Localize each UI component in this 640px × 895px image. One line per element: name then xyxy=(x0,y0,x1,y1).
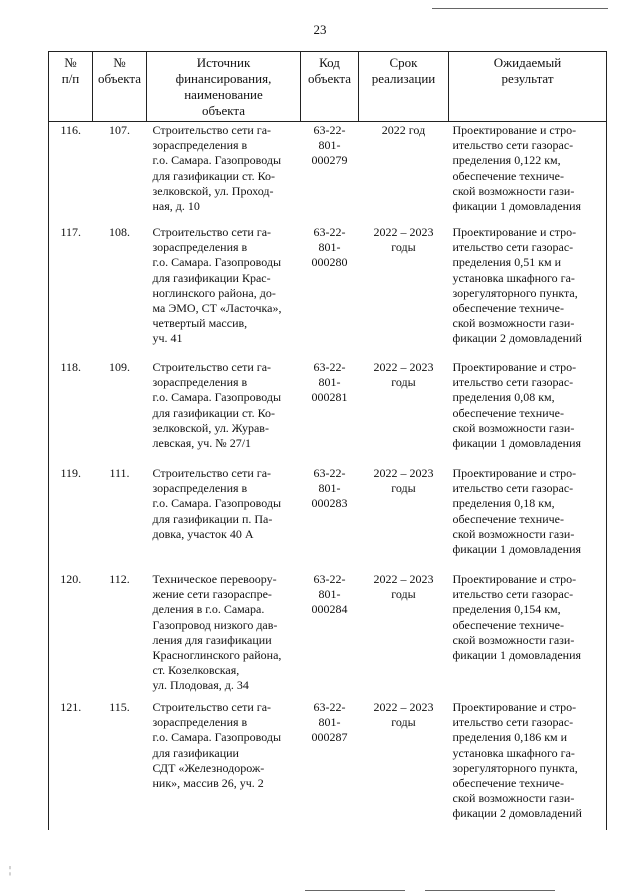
text-line: обеспечение техниче- xyxy=(452,511,564,526)
text-line: пределения 0,08 км, xyxy=(452,390,555,405)
text-line: для газификации ст. Ко- xyxy=(152,168,276,183)
text-line: уч. 41 xyxy=(152,331,183,346)
text-line: Строительство сети га- xyxy=(152,466,272,480)
text-line: зорегуляторного пункта, xyxy=(452,285,578,300)
object-term xyxy=(359,225,449,360)
text-line: 801- xyxy=(318,138,341,153)
object-number: 108. xyxy=(109,225,130,239)
object-number: 107. xyxy=(109,123,130,137)
text-line: г.о. Самара. Газопроводы xyxy=(152,153,282,168)
table-row xyxy=(49,225,607,360)
text-line: Ожидаемый xyxy=(493,55,562,70)
text-line: Строительство сети га- xyxy=(152,225,272,239)
text-line: зораспределения в xyxy=(152,240,248,255)
text-line: 801- xyxy=(318,240,341,255)
text-line: п/п xyxy=(61,71,80,86)
header-object-number xyxy=(93,52,147,122)
table-row xyxy=(49,122,607,226)
text-line: Источник xyxy=(196,55,251,70)
object-number: 109. xyxy=(109,360,130,374)
object-result xyxy=(449,225,607,360)
object-result xyxy=(449,360,607,466)
text-line: Строительство сети га- xyxy=(152,700,272,714)
margin-mark: ¦ xyxy=(9,865,12,876)
text-line: зораспределения в xyxy=(152,138,248,153)
row-number: 121. xyxy=(49,700,93,830)
text-line: ник», массив 26, уч. 2 xyxy=(152,776,264,791)
text-line: зораспределения в xyxy=(152,715,248,730)
text-line: 63-22- xyxy=(313,466,346,480)
text-line: Проектирование и стро- xyxy=(452,466,577,480)
text-line: г.о. Самара. Газопроводы xyxy=(152,255,282,270)
text-line: деления в г.о. Самара. xyxy=(152,602,265,617)
text-line: годы xyxy=(391,715,416,730)
text-line: объекта xyxy=(307,71,352,86)
text-line: 801- xyxy=(318,481,341,496)
header-code xyxy=(301,52,359,122)
text-line: 000279 xyxy=(311,153,348,168)
text-line: Срок xyxy=(389,55,418,70)
text-line: обеспечение техниче- xyxy=(452,301,564,316)
object-term xyxy=(359,466,449,572)
text-line: Проектирование и стро- xyxy=(452,123,577,137)
text-line: ской возможности гази- xyxy=(452,632,575,647)
text-line: пределения 0,51 км и xyxy=(452,255,562,270)
text-line: пределения 0,186 км и xyxy=(452,730,568,745)
text-line: г.о. Самара. Газопроводы xyxy=(152,730,282,745)
object-source xyxy=(147,122,301,226)
text-line: 000283 xyxy=(311,496,348,511)
text-line: г.о. Самара. Газопроводы xyxy=(152,390,282,405)
text-line: зелковской, ул. Проход- xyxy=(152,183,274,198)
text-line: для газификации п. Па- xyxy=(152,511,273,526)
object-result xyxy=(449,572,607,700)
text-line: реализации xyxy=(371,71,436,86)
text-line: фикации 1 домовладения xyxy=(452,436,582,451)
text-line: Код xyxy=(319,55,340,70)
text-line: зораспределения в xyxy=(152,481,248,496)
text-line: ул. Плодовая, д. 34 xyxy=(152,678,249,693)
text-line: 63-22- xyxy=(313,225,346,239)
text-line: зорегуляторного пункта, xyxy=(452,760,578,775)
text-line: ской возможности гази- xyxy=(452,316,575,331)
text-line: г.о. Самара. Газопроводы xyxy=(152,496,282,511)
text-line: ской возможности гази- xyxy=(452,420,575,435)
text-line: ской возможности гази- xyxy=(452,183,575,198)
text-line: 000280 xyxy=(311,255,348,270)
text-line: 801- xyxy=(318,715,341,730)
text-line: 63-22- xyxy=(313,360,346,374)
text-line: № xyxy=(64,55,77,70)
text-line: Строительство сети га- xyxy=(152,123,272,137)
object-code xyxy=(301,700,359,830)
text-line: установка шкафного га- xyxy=(452,270,575,285)
text-line: наименование xyxy=(184,87,263,102)
text-line: довка, участок 40 А xyxy=(152,526,254,541)
row-number: 116. xyxy=(49,122,93,226)
text-line: финансирования, xyxy=(175,71,272,86)
table-row xyxy=(49,700,607,830)
text-line: 801- xyxy=(318,587,341,602)
text-line: Проектирование и стро- xyxy=(452,360,577,374)
text-line: фикации 2 домовладений xyxy=(452,806,582,821)
text-line: ительство сети газорас- xyxy=(452,138,574,153)
text-line: ст. Козелковская, xyxy=(152,663,240,678)
object-code xyxy=(301,225,359,360)
text-line: для газификации ст. Ко- xyxy=(152,405,276,420)
object-term xyxy=(359,572,449,700)
text-line: ской возможности гази- xyxy=(452,526,575,541)
text-line: ительство сети газорас- xyxy=(452,481,574,496)
object-result xyxy=(449,700,607,830)
text-line: фикации 1 домовладения xyxy=(452,648,582,663)
object-code xyxy=(301,360,359,466)
text-line: годы xyxy=(391,587,416,602)
text-line: объекта xyxy=(201,103,246,118)
text-line: годы xyxy=(391,240,416,255)
text-line: Строительство сети га- xyxy=(152,360,272,374)
text-line: ительство сети газорас- xyxy=(452,375,574,390)
text-line: Газопровод низкого дав- xyxy=(152,617,278,632)
object-number: 115. xyxy=(109,700,130,714)
text-line: обеспечение техниче- xyxy=(452,168,564,183)
text-line: 000284 xyxy=(311,602,348,617)
row-number: 120. xyxy=(49,572,93,700)
text-line: объекта xyxy=(97,71,142,86)
text-line: левская, уч. № 27/1 xyxy=(152,436,252,451)
text-line: 63-22- xyxy=(313,572,346,586)
text-line: ительство сети газорас- xyxy=(452,715,574,730)
text-line: зелковской, ул. Журав- xyxy=(152,420,269,435)
object-code xyxy=(301,122,359,226)
text-line: для газификации Крас- xyxy=(152,270,271,285)
object-number: 112. xyxy=(109,572,130,586)
bottom-left-rule xyxy=(305,890,405,891)
text-line: Проектирование и стро- xyxy=(452,225,577,239)
object-source xyxy=(147,572,301,700)
object-term xyxy=(359,700,449,830)
text-line: ительство сети газорас- xyxy=(452,240,574,255)
object-number: 111. xyxy=(109,466,130,480)
text-line: результат xyxy=(501,71,554,86)
object-result xyxy=(449,466,607,572)
text-line: Проектирование и стро- xyxy=(452,572,577,586)
object-result xyxy=(449,122,607,226)
text-line: ная, д. 10 xyxy=(152,199,200,214)
text-line: обеспечение техниче- xyxy=(452,776,564,791)
table-row xyxy=(49,572,607,700)
text-line: фикации 1 домовладения xyxy=(452,542,582,557)
text-line: четвертый массив, xyxy=(152,316,248,331)
object-term xyxy=(359,360,449,466)
header-term xyxy=(359,52,449,122)
header-source xyxy=(147,52,301,122)
text-line: 000287 xyxy=(311,730,348,745)
text-line: Красноглинского района, xyxy=(152,648,282,663)
text-line: обеспечение техниче- xyxy=(452,617,564,632)
text-line: 2022 год xyxy=(381,123,426,137)
text-line: СДТ «Железнодорож- xyxy=(152,760,265,775)
text-line: 2022 – 2023 xyxy=(373,225,434,239)
text-line: 2022 – 2023 xyxy=(373,700,434,714)
text-line: ления для газификации xyxy=(152,632,272,647)
object-code xyxy=(301,572,359,700)
object-source xyxy=(147,225,301,360)
text-line: 000281 xyxy=(311,390,348,405)
text-line: № xyxy=(113,55,126,70)
top-right-rule xyxy=(432,8,608,9)
text-line: 63-22- xyxy=(313,123,346,137)
table-row xyxy=(49,360,607,466)
text-line: ительство сети газорас- xyxy=(452,587,574,602)
text-line: фикации 2 домовладений xyxy=(452,331,582,346)
page-number: 23 xyxy=(313,22,327,37)
text-line: для газификации xyxy=(152,745,239,760)
object-table xyxy=(48,51,607,830)
text-line: пределения 0,122 км, xyxy=(452,153,561,168)
header-result xyxy=(449,52,607,122)
text-line: фикации 1 домовладения xyxy=(452,199,582,214)
row-number: 117. xyxy=(49,225,93,360)
text-line: пределения 0,18 км, xyxy=(452,496,555,511)
text-line: ноглинского района, до- xyxy=(152,285,276,300)
text-line: обеспечение техниче- xyxy=(452,405,564,420)
object-source xyxy=(147,700,301,830)
text-line: 63-22- xyxy=(313,700,346,714)
text-line: Проектирование и стро- xyxy=(452,700,577,714)
object-source xyxy=(147,360,301,466)
text-line: ма ЭМО, СТ «Ласточка», xyxy=(152,301,282,316)
text-line: зораспределения в xyxy=(152,375,248,390)
text-line: 2022 – 2023 xyxy=(373,466,434,480)
text-line: ской возможности гази- xyxy=(452,791,575,806)
text-line: установка шкафного га- xyxy=(452,745,575,760)
object-code xyxy=(301,466,359,572)
row-number: 119. xyxy=(49,466,93,572)
text-line: Техническое перевоору- xyxy=(152,572,277,586)
text-line: 2022 – 2023 xyxy=(373,572,434,586)
header-row-number xyxy=(49,52,93,122)
text-line: годы xyxy=(391,375,416,390)
object-source xyxy=(147,466,301,572)
text-line: жение сети газораспре- xyxy=(152,587,272,602)
text-line: пределения 0,154 км, xyxy=(452,602,561,617)
row-number: 118. xyxy=(49,360,93,466)
text-line: годы xyxy=(391,481,416,496)
table-row xyxy=(49,466,607,572)
bottom-right-rule xyxy=(425,890,555,891)
object-term xyxy=(359,122,449,226)
text-line: 801- xyxy=(318,375,341,390)
table-header-row xyxy=(49,52,607,122)
text-line: 2022 – 2023 xyxy=(373,360,434,374)
